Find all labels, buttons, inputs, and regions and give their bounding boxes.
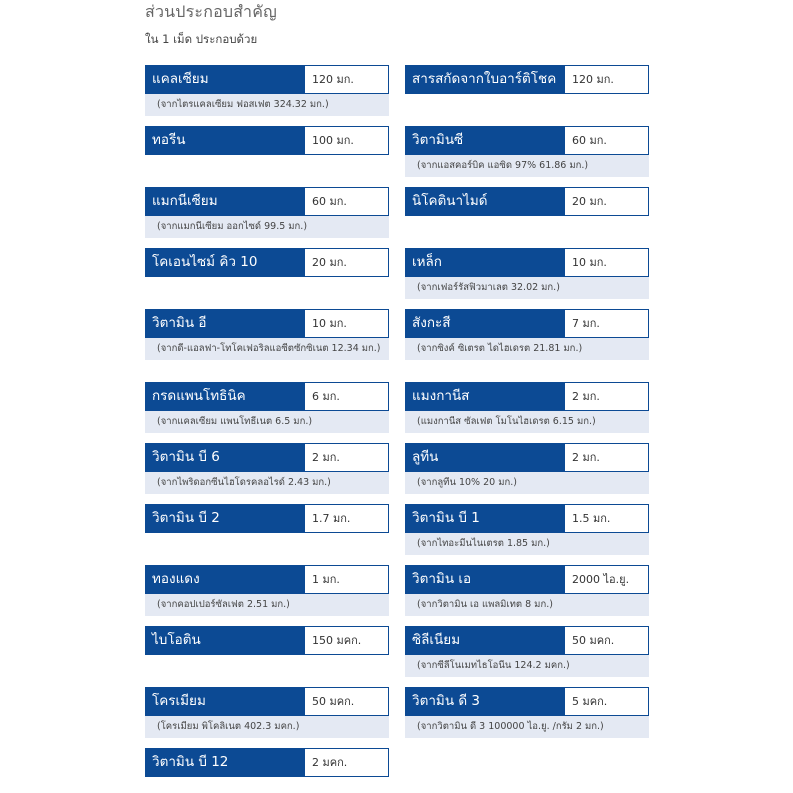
ingredient-dose: 50 มคก. (564, 626, 649, 655)
ingredient-card (145, 309, 389, 360)
ingredient-source: (จากแอสคอร์บิค แอซิด 97% 61.86 มก.) (405, 155, 649, 177)
ingredient-header (405, 126, 649, 155)
ingredient-card (405, 248, 649, 299)
ingredient-source: (จากไพริดอกซีนไฮโดรคลอไรด์ 2.43 มก.) (145, 472, 389, 494)
ingredient-card (405, 504, 649, 555)
ingredient-header (145, 626, 389, 655)
ingredient-dose: 100 มก. (304, 126, 389, 155)
ingredient-name: วิตามิน บี 12 (145, 748, 304, 777)
ingredient-name: สารสกัดจากใบอาร์ติโชค (405, 65, 564, 94)
ingredient-card (145, 504, 389, 533)
ingredient-name: เหล็ก (405, 248, 564, 277)
ingredient-dose: 2000 ไอ.ยู. (564, 565, 649, 594)
ingredient-source: (จากลูทีน 10% 20 มก.) (405, 472, 649, 494)
page-subtitle: ใน 1 เม็ด ประกอบด้วย (145, 32, 258, 46)
ingredient-name: วิตามิน อี (145, 309, 304, 338)
ingredient-name: วิตามิน เอ (405, 565, 564, 594)
ingredient-dose: 10 มก. (304, 309, 389, 338)
ingredient-dose: 50 มคก. (304, 687, 389, 716)
ingredient-name: วิตามิน บี 1 (405, 504, 564, 533)
ingredient-header (405, 382, 649, 411)
ingredient-dose: 1.5 มก. (564, 504, 649, 533)
ingredient-name: ทองแดง (145, 565, 304, 594)
ingredient-dose: 2 มคก. (304, 748, 389, 777)
ingredient-source: (จากวิตามิน ดี 3 100000 ไอ.ยู. /กรัม 2 มก.) (405, 716, 649, 738)
ingredient-card (405, 309, 649, 360)
ingredient-header (405, 309, 649, 338)
ingredient-header (145, 565, 389, 594)
ingredient-header (405, 565, 649, 594)
ingredient-name: แมงกานีส (405, 382, 564, 411)
ingredient-source: (จากดี-แอลฟา-โทโคเฟอริลแอซีตซักซิเนต 12.34 มก.) (145, 338, 389, 360)
ingredient-header (405, 65, 649, 94)
ingredient-name: ทอรีน (145, 126, 304, 155)
ingredient-header (405, 504, 649, 533)
ingredient-card (145, 626, 389, 655)
ingredient-name: กรดแพนโทธินิค (145, 382, 304, 411)
ingredient-dose: 150 มคก. (304, 626, 389, 655)
ingredient-source: (จากไทอะมีนไนเตรต 1.85 มก.) (405, 533, 649, 555)
ingredient-source: (จากแมกนีเซียม ออกไซด์ 99.5 มก.) (145, 216, 389, 238)
ingredient-dose: 20 มก. (304, 248, 389, 277)
ingredient-card (405, 626, 649, 677)
ingredient-card (405, 443, 649, 494)
ingredient-dose: 60 มก. (564, 126, 649, 155)
ingredient-name: แมกนีเซียม (145, 187, 304, 216)
ingredient-header (405, 687, 649, 716)
ingredient-header (405, 248, 649, 277)
ingredient-dose: 2 มก. (304, 443, 389, 472)
ingredient-source: (จากคอปเปอร์ซัลเฟต 2.51 มก.) (145, 594, 389, 616)
ingredient-card (145, 248, 389, 277)
ingredient-name: โครเมียม (145, 687, 304, 716)
ingredient-name: วิตามิน บี 6 (145, 443, 304, 472)
ingredient-source: (จากซิงค์ ซิเตรต ไดไฮเดรต 21.81 มก.) (405, 338, 649, 360)
ingredient-dose: 120 มก. (564, 65, 649, 94)
ingredient-card (405, 126, 649, 177)
ingredient-dose: 6 มก. (304, 382, 389, 411)
ingredient-dose: 1.7 มก. (304, 504, 389, 533)
ingredient-card (405, 65, 649, 94)
ingredient-source: (จากไตรแคลเซียม ฟอสเฟต 324.32 มก.) (145, 94, 389, 116)
ingredient-header (405, 626, 649, 655)
ingredient-header (405, 443, 649, 472)
ingredient-card (405, 187, 649, 216)
ingredient-source: (จากซีลีโนเมทไธโอนีน 124.2 มคก.) (405, 655, 649, 677)
ingredient-dose: 60 มก. (304, 187, 389, 216)
ingredient-header (145, 309, 389, 338)
ingredient-name: สังกะสี (405, 309, 564, 338)
ingredient-card (145, 382, 389, 433)
ingredient-header (145, 504, 389, 533)
ingredient-header (405, 187, 649, 216)
ingredient-card (145, 443, 389, 494)
ingredient-card (145, 748, 389, 777)
ingredient-card (405, 565, 649, 616)
ingredient-source: (จากวิตามิน เอ แพลมิเทต 8 มก.) (405, 594, 649, 616)
ingredient-card (145, 65, 389, 116)
ingredient-card (405, 382, 649, 433)
ingredient-header (145, 248, 389, 277)
page-title: ส่วนประกอบสำคัญ (145, 2, 277, 21)
ingredient-name: วิตามิน ดี 3 (405, 687, 564, 716)
ingredient-header (145, 382, 389, 411)
ingredient-source: (แมงกานีส ซัลเฟต โมโนไฮเดรต 6.15 มก.) (405, 411, 649, 433)
ingredient-dose: 7 มก. (564, 309, 649, 338)
ingredient-dose: 2 มก. (564, 382, 649, 411)
ingredient-dose: 5 มคก. (564, 687, 649, 716)
ingredient-name: ซิลีเนียม (405, 626, 564, 655)
ingredient-name: วิตามิน บี 2 (145, 504, 304, 533)
ingredient-header (145, 126, 389, 155)
ingredient-dose: 2 มก. (564, 443, 649, 472)
ingredient-header (145, 443, 389, 472)
ingredient-dose: 10 มก. (564, 248, 649, 277)
ingredient-header (145, 187, 389, 216)
ingredient-name: ไบโอติน (145, 626, 304, 655)
ingredient-name: ลูทีน (405, 443, 564, 472)
ingredient-card (405, 687, 649, 738)
ingredient-source: (โครเมียม พิโคลิเนต 402.3 มคก.) (145, 716, 389, 738)
ingredient-header (145, 687, 389, 716)
ingredient-dose: 120 มก. (304, 65, 389, 94)
ingredient-name: โคเอนไซม์ คิว 10 (145, 248, 304, 277)
ingredient-name: วิตามินซี (405, 126, 564, 155)
ingredient-card (145, 565, 389, 616)
ingredient-dose: 20 มก. (564, 187, 649, 216)
ingredient-header (145, 748, 389, 777)
ingredient-header (145, 65, 389, 94)
ingredient-source: (จากเฟอร์รัสฟิวมาเลต 32.02 มก.) (405, 277, 649, 299)
ingredient-card (145, 687, 389, 738)
ingredient-name: แคลเซียม (145, 65, 304, 94)
ingredient-name: นิโคตินาไมด์ (405, 187, 564, 216)
ingredient-source: (จากแคลเซียม แพนโทธีเนต 6.5 มก.) (145, 411, 389, 433)
ingredient-card (145, 126, 389, 155)
ingredient-dose: 1 มก. (304, 565, 389, 594)
ingredient-card (145, 187, 389, 238)
